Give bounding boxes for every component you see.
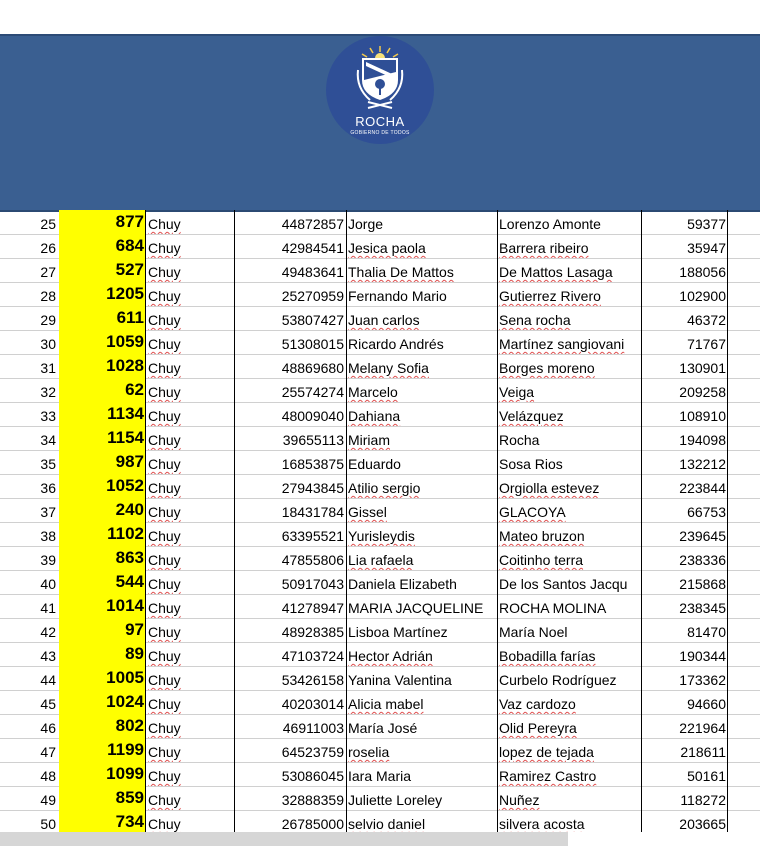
code-cell[interactable]: 59377 <box>641 210 728 234</box>
last-name-cell[interactable]: Mateo bruzon <box>497 522 640 546</box>
code-cell[interactable]: 132212 <box>641 450 728 474</box>
number-cell[interactable]: 1024 <box>59 690 146 714</box>
last-name-cell[interactable]: Lorenzo Amonte <box>497 210 640 234</box>
last-name-cell[interactable]: Velázquez <box>497 402 640 426</box>
logo-subtitle: GOBIERNO DE TODOS <box>350 130 410 136</box>
first-name-cell[interactable]: Lisboa Martínez <box>346 618 496 642</box>
code-cell[interactable]: 238345 <box>641 594 728 618</box>
city-cell[interactable]: Chuy <box>148 744 181 760</box>
number-cell[interactable]: 544 <box>59 570 146 594</box>
city-cell[interactable]: Chuy <box>148 792 181 808</box>
code-cell[interactable]: 218611 <box>641 738 728 762</box>
table-row <box>0 666 760 691</box>
table-row <box>0 618 760 643</box>
code-cell[interactable]: 130901 <box>641 354 728 378</box>
city-cell[interactable]: Chuy <box>148 720 181 736</box>
row-number[interactable]: 29 <box>40 312 56 328</box>
city-cell[interactable]: Chuy <box>148 528 181 544</box>
rocha-logo <box>326 36 434 144</box>
last-name-cell[interactable]: ROCHA MOLINA <box>497 594 640 618</box>
row-number[interactable]: 26 <box>40 240 56 256</box>
city-cell[interactable]: Chuy <box>148 600 181 616</box>
code-cell[interactable]: 215868 <box>641 570 728 594</box>
id-cell[interactable]: 63395521 <box>234 522 345 546</box>
table-row <box>0 762 760 787</box>
first-name-cell[interactable]: Yurisleydis <box>346 522 496 546</box>
last-name-cell[interactable]: Curbelo Rodríguez <box>497 666 640 690</box>
city-cell[interactable]: Chuy <box>148 624 181 640</box>
number-cell[interactable]: 859 <box>59 786 146 810</box>
first-name-cell[interactable]: Atilio sergio <box>346 474 496 498</box>
id-cell[interactable]: 39655113 <box>234 426 345 450</box>
code-cell[interactable]: 71767 <box>641 330 728 354</box>
table-row <box>0 474 760 499</box>
first-name-cell[interactable]: Alicia mabel <box>346 690 496 714</box>
code-cell[interactable]: 118272 <box>641 786 728 810</box>
code-cell[interactable]: 223844 <box>641 474 728 498</box>
id-cell[interactable]: 48928385 <box>234 618 345 642</box>
number-cell[interactable]: 1059 <box>59 330 146 354</box>
id-cell[interactable]: 53086045 <box>234 762 345 786</box>
table-row <box>0 690 760 715</box>
city-cell[interactable]: Chuy <box>148 312 181 328</box>
spreadsheet-grid[interactable] <box>0 210 760 832</box>
row-number[interactable]: 33 <box>40 408 56 424</box>
number-cell[interactable]: 89 <box>59 642 146 666</box>
number-cell[interactable]: 802 <box>59 714 146 738</box>
table-row <box>0 354 760 379</box>
number-cell[interactable]: 1134 <box>59 402 146 426</box>
code-cell[interactable]: 35947 <box>641 234 728 258</box>
last-name-cell[interactable]: Orgiolla estevez <box>497 474 640 498</box>
row-number[interactable]: 42 <box>40 624 56 640</box>
row-number[interactable]: 28 <box>40 288 56 304</box>
last-name-cell[interactable]: Borges moreno <box>497 354 640 378</box>
city-cell[interactable]: Chuy <box>148 768 181 784</box>
first-name-cell[interactable]: Iara Maria <box>346 762 496 786</box>
row-number[interactable]: 43 <box>40 648 56 664</box>
first-name-cell[interactable]: Gissel <box>346 498 496 522</box>
number-cell[interactable]: 240 <box>59 498 146 522</box>
first-name-cell[interactable]: María José <box>346 714 496 738</box>
row-number[interactable]: 49 <box>40 792 56 808</box>
last-name-cell[interactable]: Ramirez Castro <box>497 762 640 786</box>
table-row <box>0 378 760 403</box>
table-row <box>0 234 760 259</box>
number-cell[interactable]: 527 <box>59 258 146 282</box>
logo-name: ROCHA <box>355 114 405 129</box>
row-number[interactable]: 50 <box>40 816 56 832</box>
number-cell[interactable]: 1154 <box>59 426 146 450</box>
number-cell[interactable]: 1102 <box>59 522 146 546</box>
header-banner <box>0 34 760 212</box>
first-name-cell[interactable]: Thalia De Mattos <box>346 258 496 282</box>
id-cell[interactable]: 27943845 <box>234 474 345 498</box>
first-name-cell[interactable]: Hector Adrián <box>346 642 496 666</box>
row-number[interactable]: 34 <box>40 432 56 448</box>
number-cell[interactable]: 1014 <box>59 594 146 618</box>
city-cell[interactable]: Chuy <box>148 288 181 304</box>
city-cell[interactable]: Chuy <box>148 240 181 256</box>
row-number[interactable]: 27 <box>40 264 56 280</box>
table-row <box>0 594 760 619</box>
last-name-cell[interactable]: Nuñez <box>497 786 640 810</box>
city-cell[interactable]: Chuy <box>148 672 181 688</box>
row-number[interactable]: 32 <box>40 384 56 400</box>
last-name-cell[interactable]: Sena rocha <box>497 306 640 330</box>
table-row <box>0 210 760 235</box>
row-number[interactable]: 45 <box>40 696 56 712</box>
city-cell[interactable]: Chuy <box>148 576 181 592</box>
code-cell[interactable]: 81470 <box>641 618 728 642</box>
row-number[interactable]: 39 <box>40 552 56 568</box>
first-name-cell[interactable]: Fernando Mario <box>346 282 496 306</box>
number-cell[interactable]: 1028 <box>59 354 146 378</box>
code-cell[interactable]: 46372 <box>641 306 728 330</box>
city-cell[interactable]: Chuy <box>148 456 181 472</box>
number-cell[interactable]: 1005 <box>59 666 146 690</box>
last-name-cell[interactable]: Vaz cardozo <box>497 690 640 714</box>
city-cell[interactable]: Chuy <box>148 480 181 496</box>
row-number[interactable]: 25 <box>40 216 56 232</box>
first-name-cell[interactable]: Juliette Loreley <box>346 786 496 810</box>
first-name-cell[interactable]: Yanina Valentina <box>346 666 496 690</box>
city-cell[interactable]: Chuy <box>148 648 181 664</box>
number-cell[interactable]: 877 <box>59 210 146 234</box>
table-row <box>0 306 760 331</box>
code-cell[interactable]: 102900 <box>641 282 728 306</box>
row-number[interactable]: 46 <box>40 720 56 736</box>
row-number[interactable]: 48 <box>40 768 56 784</box>
table-row <box>0 450 760 475</box>
id-cell[interactable]: 48009040 <box>234 402 345 426</box>
last-name-cell[interactable]: Barrera ribeiro <box>497 234 640 258</box>
number-cell[interactable]: 1052 <box>59 474 146 498</box>
number-cell[interactable]: 734 <box>59 810 146 832</box>
last-name-cell[interactable]: Sosa Rios <box>497 450 640 474</box>
id-cell[interactable]: 26785000 <box>234 810 345 832</box>
number-cell[interactable]: 97 <box>59 618 146 642</box>
table-row <box>0 258 760 283</box>
row-number[interactable]: 41 <box>40 600 56 616</box>
code-cell[interactable]: 173362 <box>641 666 728 690</box>
id-cell[interactable]: 50917043 <box>234 570 345 594</box>
first-name-cell[interactable]: Juan carlos <box>346 306 496 330</box>
first-name-cell[interactable]: roselia <box>346 738 496 762</box>
first-name-cell[interactable]: Daniela Elizabeth <box>346 570 496 594</box>
first-name-cell[interactable]: Marcelo <box>346 378 496 402</box>
number-cell[interactable]: 611 <box>59 306 146 330</box>
number-cell[interactable]: 863 <box>59 546 146 570</box>
first-name-cell[interactable]: Jorge <box>346 210 496 234</box>
first-name-cell[interactable]: MARIA JACQUELINE <box>346 594 496 618</box>
code-cell[interactable]: 221964 <box>641 714 728 738</box>
id-cell[interactable]: 41278947 <box>234 594 345 618</box>
city-cell[interactable]: Chuy <box>148 336 181 352</box>
code-cell[interactable]: 209258 <box>641 378 728 402</box>
id-cell[interactable]: 46911003 <box>234 714 345 738</box>
last-name-cell[interactable]: Gutierrez Rivero <box>497 282 640 306</box>
table-row <box>0 522 760 547</box>
horizontal-scrollbar[interactable] <box>0 832 568 846</box>
last-name-cell[interactable]: Bobadilla farías <box>497 642 640 666</box>
code-cell[interactable]: 190344 <box>641 642 728 666</box>
number-cell[interactable]: 684 <box>59 234 146 258</box>
table-row <box>0 738 760 763</box>
first-name-cell[interactable]: Eduardo <box>346 450 496 474</box>
code-cell[interactable]: 66753 <box>641 498 728 522</box>
last-name-cell[interactable]: Rocha <box>497 426 640 450</box>
code-cell[interactable]: 239645 <box>641 522 728 546</box>
number-cell[interactable]: 987 <box>59 450 146 474</box>
id-cell[interactable]: 44872857 <box>234 210 345 234</box>
first-name-cell[interactable]: Lia rafaela <box>346 546 496 570</box>
last-name-cell[interactable]: María Noel <box>497 618 640 642</box>
number-cell[interactable]: 1199 <box>59 738 146 762</box>
row-number[interactable]: 40 <box>40 576 56 592</box>
city-cell[interactable]: Chuy <box>148 264 181 280</box>
id-cell[interactable]: 47103724 <box>234 642 345 666</box>
last-name-cell[interactable]: Veiga <box>497 378 640 402</box>
last-name-cell[interactable]: lopez de tejada <box>497 738 640 762</box>
id-cell[interactable]: 48869680 <box>234 354 345 378</box>
code-cell[interactable]: 108910 <box>641 402 728 426</box>
city-cell[interactable]: Chuy <box>148 384 181 400</box>
table-row <box>0 570 760 595</box>
code-cell[interactable]: 238336 <box>641 546 728 570</box>
city-cell[interactable]: Chuy <box>148 408 181 424</box>
city-cell[interactable]: Chuy <box>148 216 181 232</box>
last-name-cell[interactable]: Coitinho terra <box>497 546 640 570</box>
id-cell[interactable]: 53807427 <box>234 306 345 330</box>
table-row <box>0 402 760 427</box>
table-row <box>0 642 760 667</box>
table-row <box>0 498 760 523</box>
row-number[interactable]: 30 <box>40 336 56 352</box>
id-cell[interactable]: 49483641 <box>234 258 345 282</box>
last-name-cell[interactable]: De los Santos Jacqu <box>497 570 640 594</box>
top-strip <box>0 0 760 34</box>
table-row <box>0 282 760 307</box>
number-cell[interactable]: 1099 <box>59 762 146 786</box>
id-cell[interactable]: 18431784 <box>234 498 345 522</box>
table-row <box>0 786 760 811</box>
last-name-cell[interactable]: De Mattos Lasaga <box>497 258 640 282</box>
city-cell[interactable]: Chuy <box>148 360 181 376</box>
city-cell[interactable]: Chuy <box>148 432 181 448</box>
code-cell[interactable]: 50161 <box>641 762 728 786</box>
row-number[interactable]: 37 <box>40 504 56 520</box>
first-name-cell[interactable]: selvio daniel <box>346 810 496 832</box>
last-name-cell[interactable]: Olid Pereyra <box>497 714 640 738</box>
id-cell[interactable]: 16853875 <box>234 450 345 474</box>
first-name-cell[interactable]: Melany Sofia <box>346 354 496 378</box>
id-cell[interactable]: 64523759 <box>234 738 345 762</box>
id-cell[interactable]: 51308015 <box>234 330 345 354</box>
id-cell[interactable]: 47855806 <box>234 546 345 570</box>
number-cell[interactable]: 62 <box>59 378 146 402</box>
last-name-cell[interactable]: GLACOYA <box>497 498 640 522</box>
row-number[interactable]: 38 <box>40 528 56 544</box>
table-row <box>0 810 760 832</box>
id-cell[interactable]: 40203014 <box>234 690 345 714</box>
code-cell[interactable]: 94660 <box>641 690 728 714</box>
id-cell[interactable]: 53426158 <box>234 666 345 690</box>
id-cell[interactable]: 25270959 <box>234 282 345 306</box>
row-number[interactable]: 31 <box>40 360 56 376</box>
city-cell[interactable]: Chuy <box>148 816 181 832</box>
city-cell[interactable]: Chuy <box>148 552 181 568</box>
row-number[interactable]: 35 <box>40 456 56 472</box>
first-name-cell[interactable]: Dahiana <box>346 402 496 426</box>
first-name-cell[interactable]: Jesica paola <box>346 234 496 258</box>
table-row <box>0 330 760 355</box>
first-name-cell[interactable]: Ricardo Andrés <box>346 330 496 354</box>
id-cell[interactable]: 42984541 <box>234 234 345 258</box>
first-name-cell[interactable]: Miriam <box>346 426 496 450</box>
last-name-cell[interactable]: silvera acosta <box>497 810 640 832</box>
row-number[interactable]: 44 <box>40 672 56 688</box>
id-cell[interactable]: 25574274 <box>234 378 345 402</box>
id-cell[interactable]: 32888359 <box>234 786 345 810</box>
code-cell[interactable]: 194098 <box>641 426 728 450</box>
table-row <box>0 546 760 571</box>
row-number[interactable]: 36 <box>40 480 56 496</box>
city-cell[interactable]: Chuy <box>148 696 181 712</box>
table-row <box>0 426 760 451</box>
table-row <box>0 714 760 739</box>
row-number[interactable]: 47 <box>40 744 56 760</box>
number-cell[interactable]: 1205 <box>59 282 146 306</box>
city-cell[interactable]: Chuy <box>148 504 181 520</box>
code-cell[interactable]: 203665 <box>641 810 728 832</box>
code-cell[interactable]: 188056 <box>641 258 728 282</box>
last-name-cell[interactable]: Martínez sangiovani <box>497 330 640 354</box>
